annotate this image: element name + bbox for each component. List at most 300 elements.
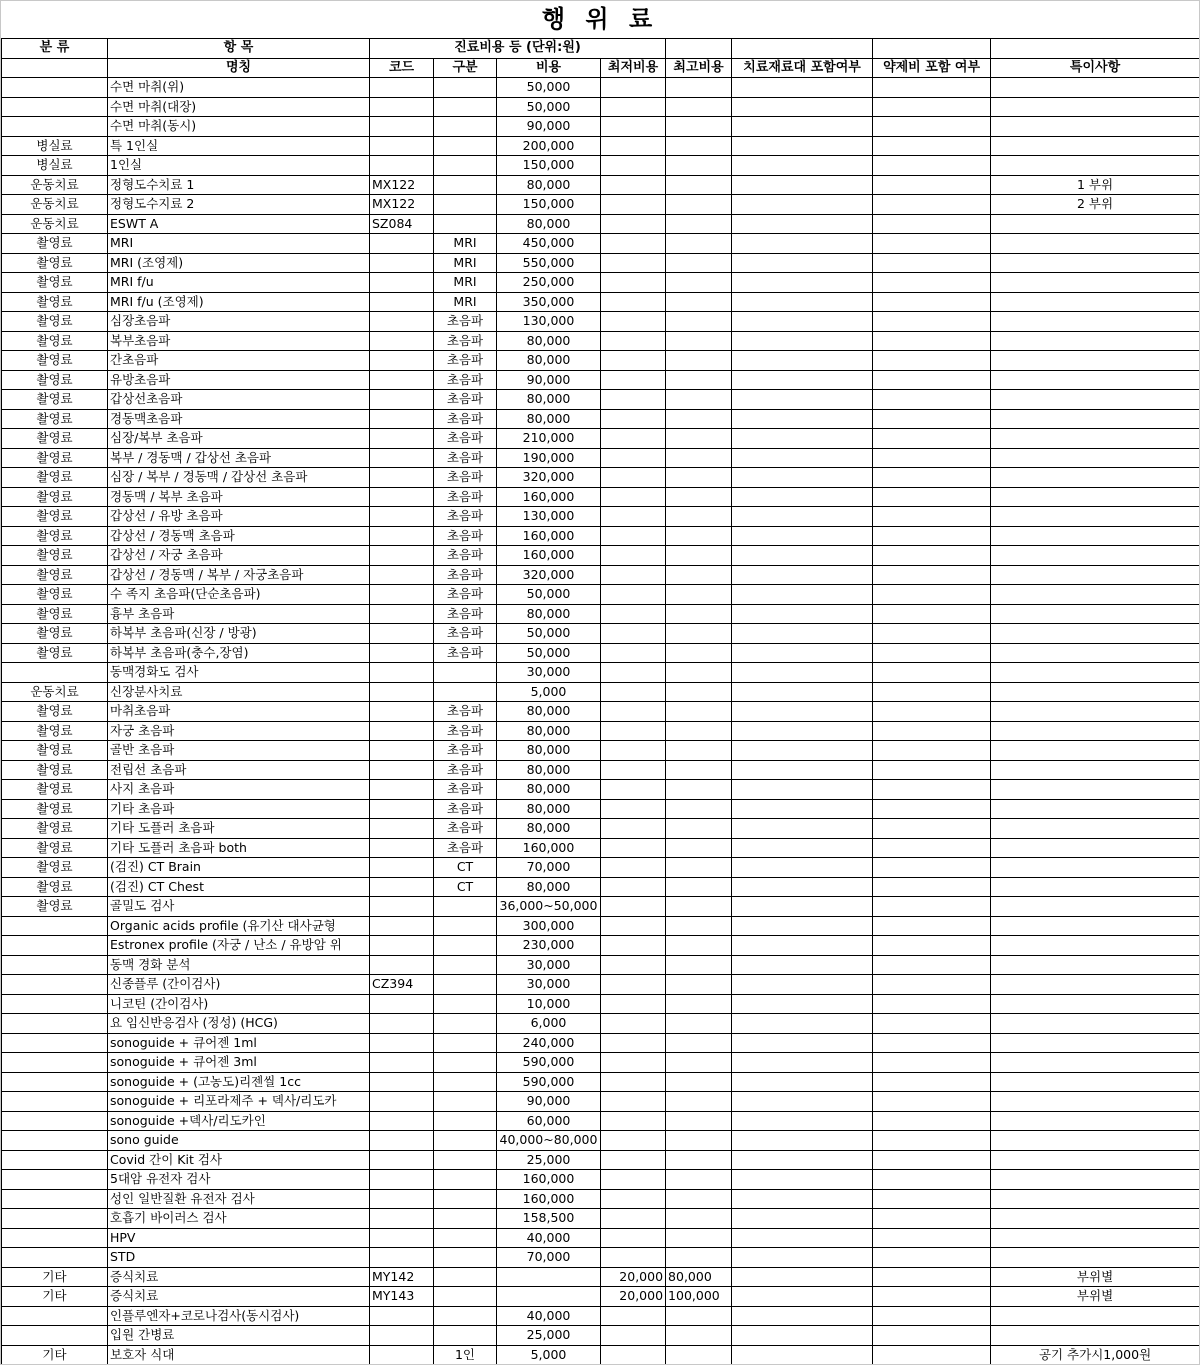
cell-note	[991, 136, 1200, 156]
cell-division: 초음파	[434, 312, 497, 332]
cell-name: STD	[108, 1248, 370, 1268]
cell-min-cost	[601, 546, 666, 566]
cell-note	[991, 663, 1200, 683]
table-row	[2, 331, 1200, 351]
cell-name: Covid 간이 Kit 검사	[108, 1150, 370, 1170]
cell-material-included	[732, 175, 873, 195]
cell-min-cost	[601, 1053, 666, 1073]
cell-drug-included	[873, 1072, 991, 1092]
cell-cost: 80,000	[497, 390, 601, 410]
cell-min-cost	[601, 624, 666, 644]
cell-min-cost	[601, 643, 666, 663]
cell-division	[434, 1209, 497, 1229]
cell-material-included	[732, 877, 873, 897]
cell-max-cost	[666, 1189, 732, 1209]
cell-note	[991, 604, 1200, 624]
cell-cost: 590,000	[497, 1072, 601, 1092]
cell-max-cost	[666, 741, 732, 761]
cell-cost: 50,000	[497, 643, 601, 663]
cell-division: 초음파	[434, 624, 497, 644]
cell-material-included	[732, 234, 873, 254]
cell-division	[434, 682, 497, 702]
cell-material-included	[732, 1189, 873, 1209]
page-title: 행 위 료	[541, 5, 659, 33]
cell-category	[2, 1326, 108, 1346]
cell-max-cost	[666, 682, 732, 702]
cell-name: 보호자 식대	[108, 1345, 370, 1365]
table-row	[2, 292, 1200, 312]
table-row	[2, 526, 1200, 546]
cell-category	[2, 1053, 108, 1073]
cell-division	[434, 78, 497, 98]
cell-category: 촬영료	[2, 780, 108, 800]
cell-max-cost	[666, 1092, 732, 1112]
cell-max-cost	[666, 487, 732, 507]
cell-max-cost	[666, 253, 732, 273]
cell-code	[370, 390, 434, 410]
cell-max-cost	[666, 1150, 732, 1170]
cell-material-included	[732, 585, 873, 605]
cell-drug-included	[873, 1345, 991, 1365]
cell-drug-included	[873, 1248, 991, 1268]
cell-division: 초음파	[434, 604, 497, 624]
cell-min-cost	[601, 331, 666, 351]
cell-drug-included	[873, 78, 991, 98]
table-row	[2, 97, 1200, 117]
cell-division: 초음파	[434, 487, 497, 507]
cell-code: MX122	[370, 175, 434, 195]
cell-material-included	[732, 117, 873, 137]
cell-material-included	[732, 1092, 873, 1112]
cell-note	[991, 234, 1200, 254]
cell-max-cost	[666, 565, 732, 585]
cell-code	[370, 370, 434, 390]
cell-max-cost	[666, 526, 732, 546]
cell-name: MRI (조영제)	[108, 253, 370, 273]
cell-material-included	[732, 507, 873, 527]
cell-name: 요 임신반응검사 (정성) (HCG)	[108, 1014, 370, 1034]
header-category: 분 류	[2, 39, 108, 59]
cell-drug-included	[873, 994, 991, 1014]
cell-note	[991, 214, 1200, 234]
cell-max-cost	[666, 877, 732, 897]
cell-note	[991, 643, 1200, 663]
cell-material-included	[732, 604, 873, 624]
cell-max-cost	[666, 897, 732, 917]
cell-drug-included	[873, 429, 991, 449]
cell-material-included	[732, 1131, 873, 1151]
cell-max-cost: 100,000	[666, 1287, 732, 1307]
cell-drug-included	[873, 604, 991, 624]
cell-max-cost	[666, 331, 732, 351]
cell-category: 기타	[2, 1287, 108, 1307]
cell-drug-included	[873, 721, 991, 741]
cell-drug-included	[873, 877, 991, 897]
cell-note	[991, 858, 1200, 878]
cell-note	[991, 916, 1200, 936]
cell-material-included	[732, 1111, 873, 1131]
cell-drug-included	[873, 565, 991, 585]
cell-material-included	[732, 526, 873, 546]
cell-min-cost	[601, 1111, 666, 1131]
cell-division	[434, 1014, 497, 1034]
cell-category: 촬영료	[2, 351, 108, 371]
table-row	[2, 624, 1200, 644]
cell-division: 초음파	[434, 741, 497, 761]
cell-material-included	[732, 1170, 873, 1190]
header-blank-2	[732, 39, 873, 59]
cell-max-cost	[666, 312, 732, 332]
table-row	[2, 858, 1200, 878]
cell-name: 신장분사치료	[108, 682, 370, 702]
cell-code	[370, 273, 434, 293]
cell-code	[370, 526, 434, 546]
cell-material-included	[732, 312, 873, 332]
cell-cost: 300,000	[497, 916, 601, 936]
table-row	[2, 1267, 1200, 1287]
cell-material-included	[732, 1033, 873, 1053]
cell-min-cost	[601, 1248, 666, 1268]
table-row	[2, 721, 1200, 741]
cell-cost: 40,000	[497, 1228, 601, 1248]
header-code: 코드	[370, 58, 434, 78]
table-row	[2, 1287, 1200, 1307]
cell-max-cost	[666, 955, 732, 975]
cell-category: 촬영료	[2, 292, 108, 312]
cell-note	[991, 682, 1200, 702]
cell-name: MRI f/u (조영제)	[108, 292, 370, 312]
cell-cost: 150,000	[497, 195, 601, 215]
cell-category: 촬영료	[2, 390, 108, 410]
cell-max-cost	[666, 702, 732, 722]
table-row	[2, 370, 1200, 390]
cell-material-included	[732, 78, 873, 98]
cell-category: 촬영료	[2, 721, 108, 741]
cell-cost: 80,000	[497, 175, 601, 195]
cell-drug-included	[873, 351, 991, 371]
cell-division	[434, 663, 497, 683]
cell-cost: 230,000	[497, 936, 601, 956]
cell-material-included	[732, 565, 873, 585]
cell-cost: 70,000	[497, 1248, 601, 1268]
cell-division: 1인	[434, 1345, 497, 1365]
cell-min-cost	[601, 351, 666, 371]
cell-note	[991, 253, 1200, 273]
cell-code: CZ394	[370, 975, 434, 995]
cell-division: 초음파	[434, 468, 497, 488]
cell-name: 갑상선 / 자궁 초음파	[108, 546, 370, 566]
cell-min-cost	[601, 702, 666, 722]
table-row	[2, 1170, 1200, 1190]
cell-division	[434, 897, 497, 917]
header-max-cost: 최고비용	[666, 58, 732, 78]
cell-drug-included	[873, 370, 991, 390]
cell-note	[991, 1189, 1200, 1209]
cell-code	[370, 877, 434, 897]
cell-material-included	[732, 799, 873, 819]
cell-note	[991, 507, 1200, 527]
cell-max-cost	[666, 760, 732, 780]
cell-cost: 590,000	[497, 1053, 601, 1073]
cell-material-included	[732, 487, 873, 507]
cell-min-cost	[601, 682, 666, 702]
cell-drug-included	[873, 409, 991, 429]
cell-min-cost	[601, 214, 666, 234]
cell-category: 촬영료	[2, 799, 108, 819]
cell-max-cost	[666, 1248, 732, 1268]
cell-drug-included	[873, 897, 991, 917]
table-row	[2, 195, 1200, 215]
cell-min-cost	[601, 1326, 666, 1346]
cell-name: 1인실	[108, 156, 370, 176]
cell-category	[2, 1189, 108, 1209]
cell-name: Estronex profile (자궁 / 난소 / 유방암 위	[108, 936, 370, 956]
cell-max-cost	[666, 624, 732, 644]
table-row	[2, 604, 1200, 624]
cell-drug-included	[873, 1150, 991, 1170]
cell-min-cost	[601, 429, 666, 449]
cell-name: 복부 / 경동맥 / 갑상선 초음파	[108, 448, 370, 468]
cell-min-cost	[601, 1170, 666, 1190]
cell-code	[370, 1033, 434, 1053]
header-name: 명칭	[108, 58, 370, 78]
cell-max-cost	[666, 1053, 732, 1073]
header-row-1	[2, 39, 1200, 59]
cell-min-cost	[601, 526, 666, 546]
cell-drug-included	[873, 312, 991, 332]
table-row	[2, 409, 1200, 429]
cell-min-cost	[601, 370, 666, 390]
cell-drug-included	[873, 1267, 991, 1287]
cell-note	[991, 565, 1200, 585]
cell-drug-included	[873, 136, 991, 156]
cell-division: 초음파	[434, 409, 497, 429]
cell-category: 촬영료	[2, 565, 108, 585]
cell-max-cost	[666, 117, 732, 137]
cell-note	[991, 1326, 1200, 1346]
cell-drug-included	[873, 585, 991, 605]
cell-cost: 160,000	[497, 487, 601, 507]
table-row	[2, 78, 1200, 98]
table-row	[2, 819, 1200, 839]
cell-max-cost	[666, 1326, 732, 1346]
table-row	[2, 1306, 1200, 1326]
cell-note	[991, 468, 1200, 488]
table-row	[2, 897, 1200, 917]
table-row	[2, 663, 1200, 683]
cell-note	[991, 487, 1200, 507]
header-material-included: 치료재료대 포함여부	[732, 58, 873, 78]
cell-max-cost	[666, 468, 732, 488]
cell-min-cost	[601, 312, 666, 332]
cell-cost: 130,000	[497, 312, 601, 332]
cell-division	[434, 1131, 497, 1151]
cell-name: (검진) CT Brain	[108, 858, 370, 878]
cell-max-cost	[666, 1072, 732, 1092]
header-blank-3	[873, 39, 991, 59]
cell-cost: 200,000	[497, 136, 601, 156]
cell-note	[991, 448, 1200, 468]
cell-drug-included	[873, 936, 991, 956]
cell-material-included	[732, 214, 873, 234]
cell-cost: 160,000	[497, 838, 601, 858]
cell-category	[2, 936, 108, 956]
cell-max-cost	[666, 819, 732, 839]
table-row	[2, 1092, 1200, 1112]
cell-division: 초음파	[434, 780, 497, 800]
cell-name: 심장초음파	[108, 312, 370, 332]
cell-category	[2, 994, 108, 1014]
cell-drug-included	[873, 390, 991, 410]
cell-code	[370, 468, 434, 488]
cell-note	[991, 1131, 1200, 1151]
cell-min-cost	[601, 292, 666, 312]
cell-drug-included	[873, 1131, 991, 1151]
cell-material-included	[732, 721, 873, 741]
cell-code	[370, 1326, 434, 1346]
cell-note	[991, 760, 1200, 780]
cell-division: 초음파	[434, 585, 497, 605]
cell-name: sonoguide + (고농도)리젠씰 1cc	[108, 1072, 370, 1092]
cell-note: 2 부위	[991, 195, 1200, 215]
cell-code	[370, 448, 434, 468]
cell-division	[434, 994, 497, 1014]
cell-division	[434, 1072, 497, 1092]
cell-category	[2, 1209, 108, 1229]
cell-material-included	[732, 994, 873, 1014]
cell-drug-included	[873, 292, 991, 312]
cell-material-included	[732, 819, 873, 839]
cell-drug-included	[873, 1170, 991, 1190]
cell-material-included	[732, 253, 873, 273]
cell-cost: 70,000	[497, 858, 601, 878]
header-min-cost: 최저비용	[601, 58, 666, 78]
cell-code	[370, 936, 434, 956]
cell-division	[434, 975, 497, 995]
cell-note	[991, 156, 1200, 176]
cell-material-included	[732, 331, 873, 351]
cell-category: 병실료	[2, 136, 108, 156]
cell-code	[370, 702, 434, 722]
cell-cost: 50,000	[497, 624, 601, 644]
cell-category: 촬영료	[2, 409, 108, 429]
cell-code	[370, 409, 434, 429]
cell-division	[434, 955, 497, 975]
header-item: 항 목	[108, 39, 370, 59]
cell-name: 특 1인실	[108, 136, 370, 156]
cell-max-cost	[666, 351, 732, 371]
cell-name: 정형도수치료 1	[108, 175, 370, 195]
cell-max-cost	[666, 273, 732, 293]
cell-material-included	[732, 156, 873, 176]
cell-material-included	[732, 702, 873, 722]
cell-note	[991, 526, 1200, 546]
cell-note	[991, 780, 1200, 800]
cell-min-cost	[601, 604, 666, 624]
cell-max-cost	[666, 994, 732, 1014]
cell-name: 마취초음파	[108, 702, 370, 722]
cell-material-included	[732, 409, 873, 429]
cell-category: 운동치료	[2, 214, 108, 234]
cell-division: MRI	[434, 292, 497, 312]
cell-name: 전립선 초음파	[108, 760, 370, 780]
table-row	[2, 1228, 1200, 1248]
header-notes: 특이사항	[991, 58, 1200, 78]
table-row	[2, 117, 1200, 137]
cell-category: 촬영료	[2, 702, 108, 722]
cell-note	[991, 1150, 1200, 1170]
cell-note	[991, 994, 1200, 1014]
cell-code	[370, 741, 434, 761]
cell-drug-included	[873, 1189, 991, 1209]
cell-division	[434, 1092, 497, 1112]
header-row-2	[2, 58, 1200, 78]
cell-cost: 10,000	[497, 994, 601, 1014]
cell-material-included	[732, 351, 873, 371]
cell-code	[370, 1228, 434, 1248]
cell-code	[370, 1092, 434, 1112]
cell-min-cost	[601, 78, 666, 98]
cell-drug-included	[873, 975, 991, 995]
cell-name: ESWT A	[108, 214, 370, 234]
cell-division: 초음파	[434, 507, 497, 527]
table-row	[2, 799, 1200, 819]
cell-note: 공기 추가시1,000원	[991, 1345, 1200, 1365]
cell-code	[370, 1014, 434, 1034]
cell-drug-included	[873, 331, 991, 351]
cell-cost: 90,000	[497, 1092, 601, 1112]
cell-code	[370, 799, 434, 819]
cell-division: 초음파	[434, 760, 497, 780]
cell-note	[991, 351, 1200, 371]
cell-code	[370, 136, 434, 156]
cell-category	[2, 117, 108, 137]
cell-name: 하복부 초음파(신장 / 방광)	[108, 624, 370, 644]
cell-name: 골반 초음파	[108, 741, 370, 761]
cell-code	[370, 1306, 434, 1326]
cell-cost: 80,000	[497, 331, 601, 351]
cell-code	[370, 897, 434, 917]
cell-min-cost	[601, 1345, 666, 1365]
cell-max-cost	[666, 585, 732, 605]
table-row	[2, 760, 1200, 780]
cell-max-cost	[666, 175, 732, 195]
cell-category	[2, 1092, 108, 1112]
cell-division: 초음파	[434, 838, 497, 858]
cell-cost: 80,000	[497, 351, 601, 371]
cell-max-cost	[666, 975, 732, 995]
cell-category: 촬영료	[2, 604, 108, 624]
cell-note: 부위별	[991, 1267, 1200, 1287]
cell-max-cost	[666, 390, 732, 410]
cell-cost: 160,000	[497, 546, 601, 566]
cell-code	[370, 117, 434, 137]
cell-material-included	[732, 663, 873, 683]
fee-table	[1, 38, 1200, 1365]
cell-code	[370, 585, 434, 605]
cell-material-included	[732, 741, 873, 761]
cell-note	[991, 1092, 1200, 1112]
cell-code	[370, 643, 434, 663]
cell-min-cost	[601, 916, 666, 936]
cell-cost: 240,000	[497, 1033, 601, 1053]
cell-note	[991, 429, 1200, 449]
cell-division: 초음파	[434, 819, 497, 839]
cell-code	[370, 858, 434, 878]
cell-category	[2, 663, 108, 683]
cell-code	[370, 721, 434, 741]
cell-category: 병실료	[2, 156, 108, 176]
